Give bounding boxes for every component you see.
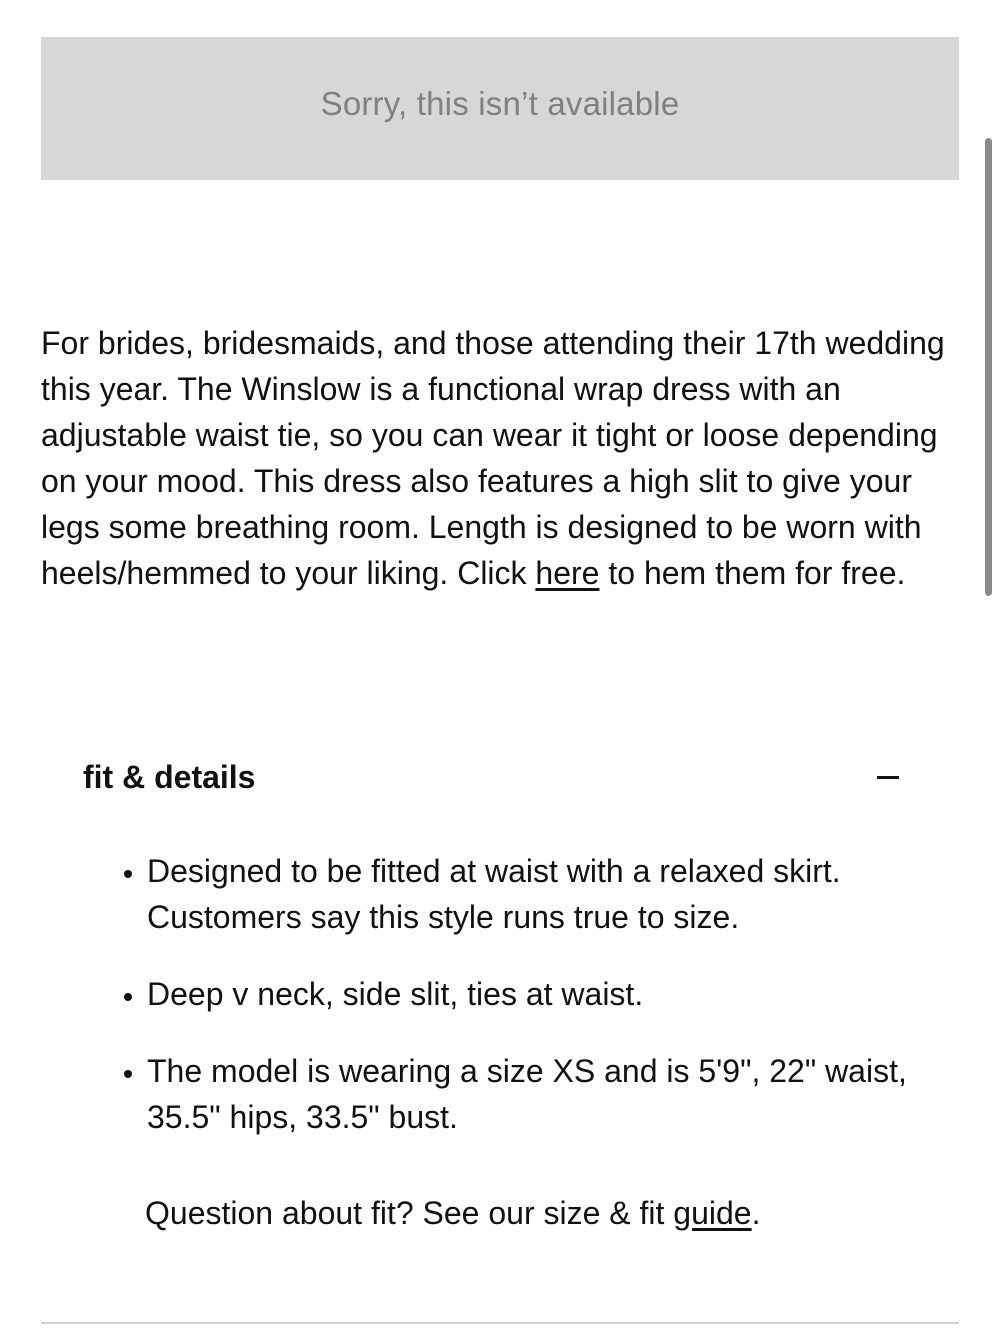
list-item: • Designed to be fitted at waist with a relaxed skirt. Customers say this style runs true to size. (147, 848, 947, 940)
product-description (41, 320, 961, 596)
scrollbar-thumb[interactable] (985, 138, 992, 596)
list-item: • The model is wearing a size XS and is 5'9", 22" waist, 35.5" hips, 33.5" bust. (147, 1048, 947, 1140)
unavailable-banner (41, 37, 959, 180)
fit-details-title: fit & details (83, 758, 256, 795)
fit-details-accordion-header[interactable] (83, 752, 903, 802)
description-text-end: to hem them for free. (599, 555, 906, 591)
list-item: • Deep v neck, side slit, ties at waist. (147, 971, 947, 1017)
fit-question-text: Question about fit? See our size & fit (145, 1195, 674, 1231)
description-text: For brides, bridesmaids, and those attending their 17th wedding this year. The Winslow is a functional wrap dress with an adjustable waist tie, so you can wear it tight or loose depending on your mood. This dress also features a high slit to give your legs some breathing room. Length is designed to be worn with heels/hemmed to your liking. Click (41, 325, 945, 591)
fit-question-period: . (751, 1195, 761, 1231)
minus-icon[interactable] (877, 776, 899, 779)
fit-question (145, 1190, 760, 1236)
size-guide-link[interactable]: guide (673, 1195, 752, 1231)
unavailable-message: Sorry, this isn’t available (320, 84, 680, 122)
hem-link[interactable]: here (535, 555, 600, 591)
fit-details-list (100, 848, 947, 1171)
section-divider (41, 1322, 959, 1324)
